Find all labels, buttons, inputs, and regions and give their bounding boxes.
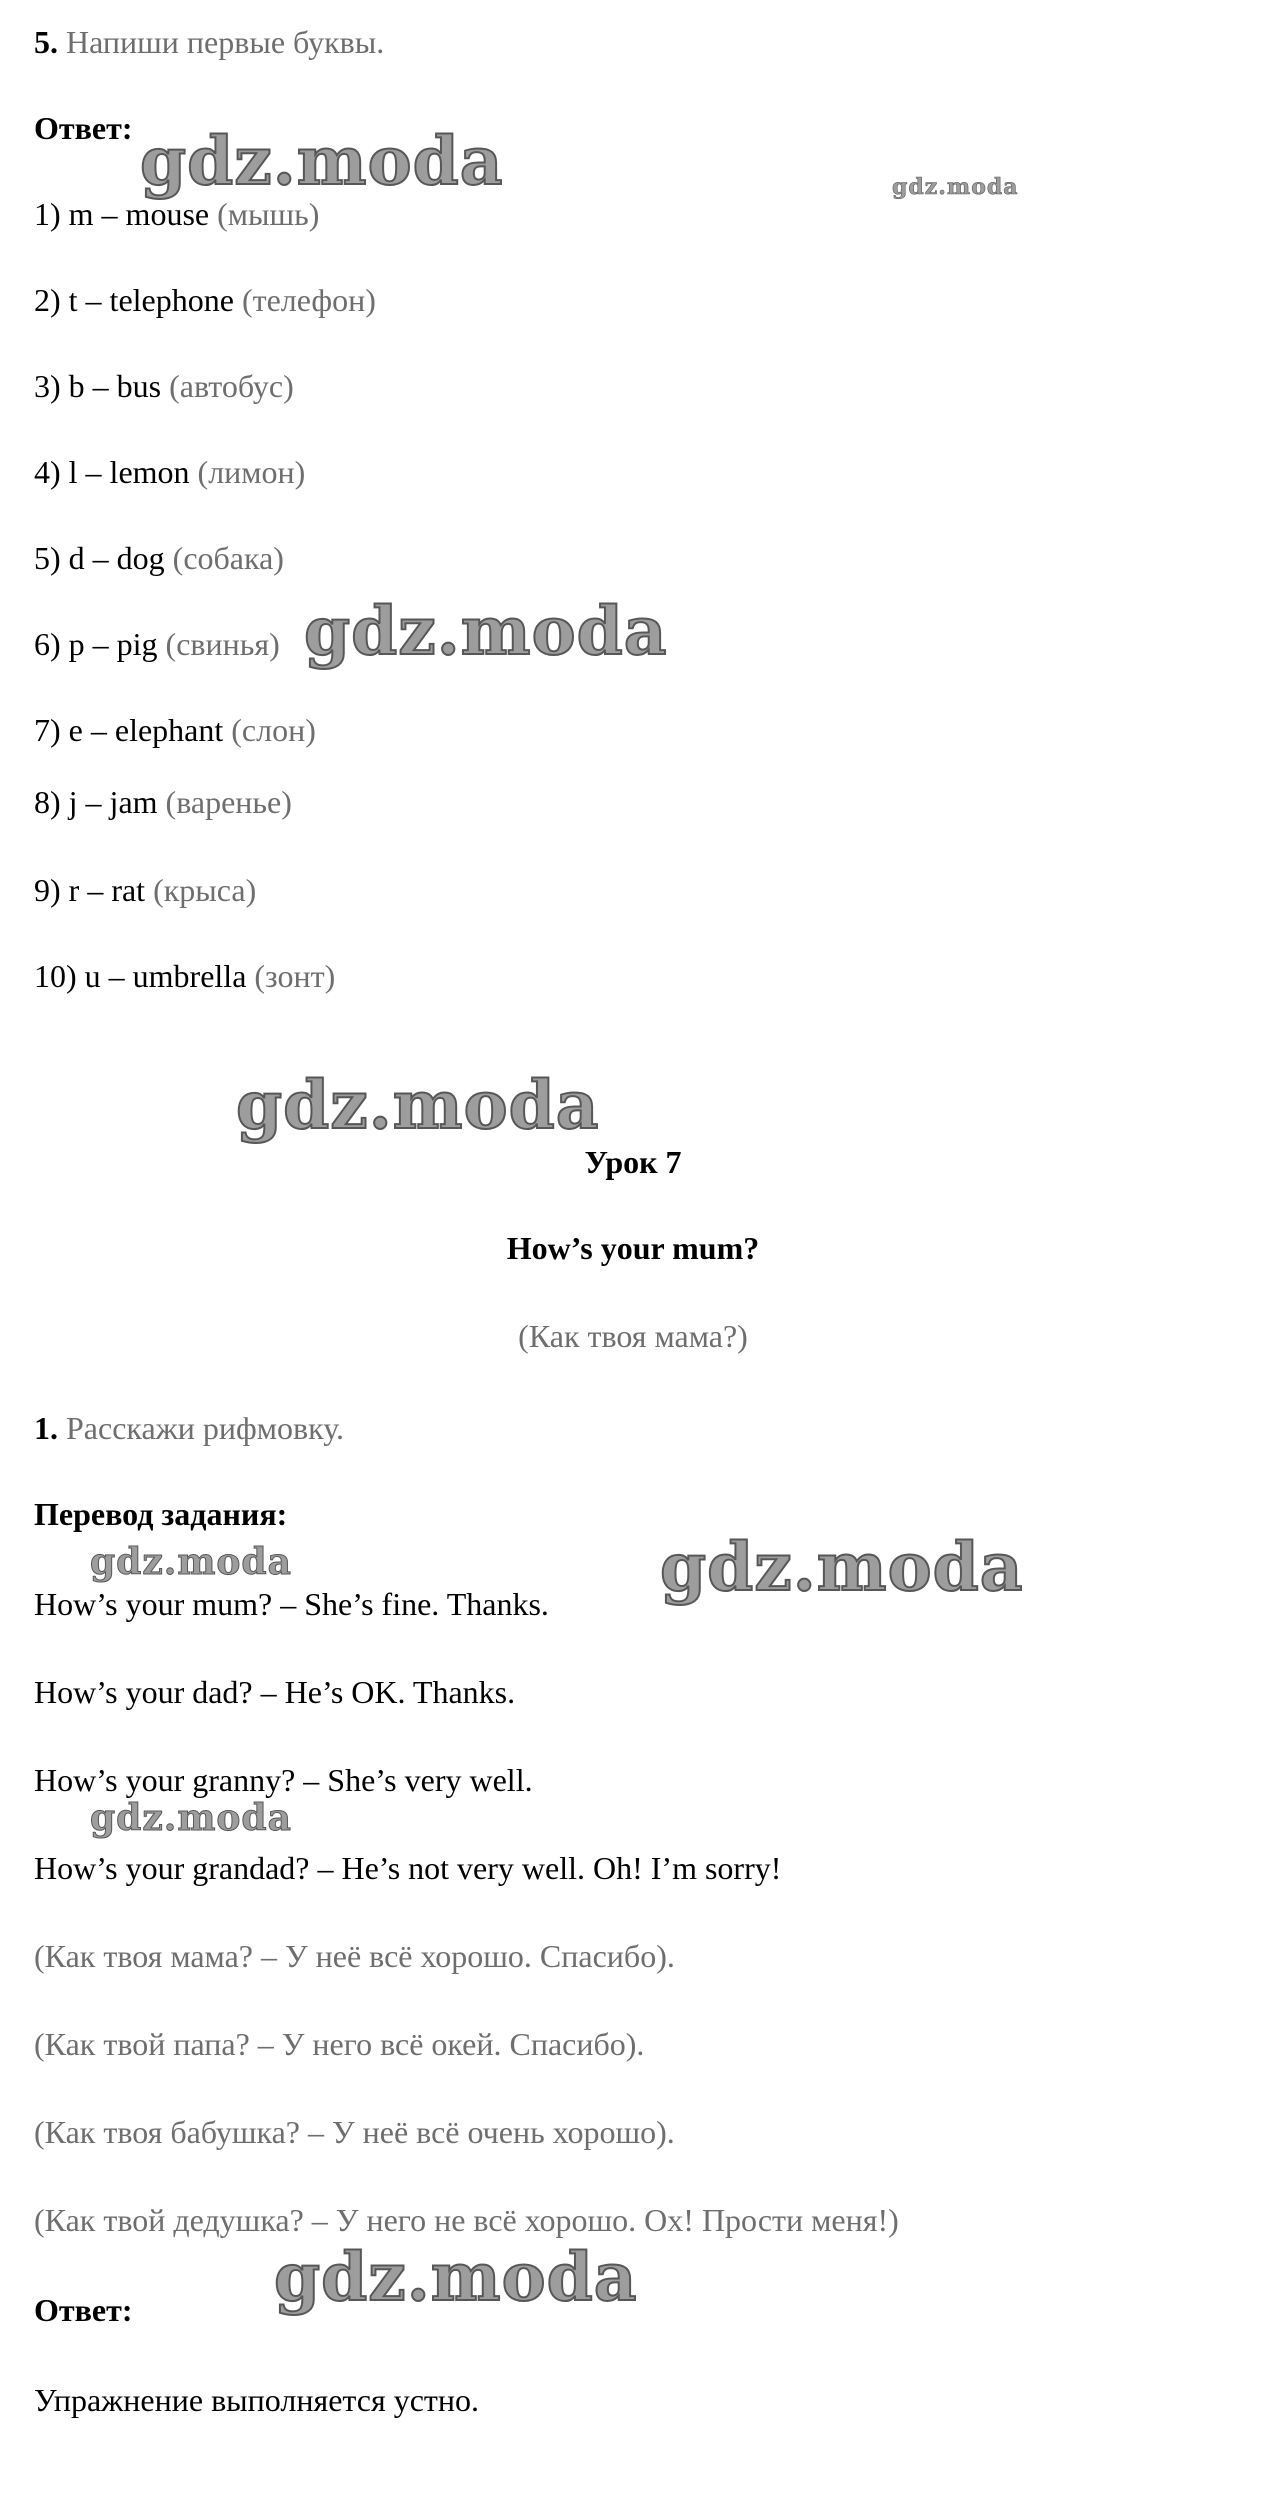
list-item xyxy=(34,194,319,234)
rhyme-line: How’s your dad? – He’s OK. Thanks. xyxy=(34,1674,516,1710)
item-word: 4) l – lemon xyxy=(34,454,190,490)
item-translation: (крыса) xyxy=(153,872,257,908)
watermark: gdz.moda xyxy=(90,1541,292,1583)
item-word: 7) e – elephant xyxy=(34,712,224,748)
list-item xyxy=(34,452,305,492)
item-translation: (лимон) xyxy=(197,454,306,490)
answer-label: Ответ: xyxy=(34,110,133,146)
watermark: gdz.moda xyxy=(304,592,668,670)
list-item xyxy=(34,870,256,910)
rhyme-line: How’s your mum? – She’s fine. Thanks. xyxy=(34,1586,549,1622)
rhyme-translation: (Как твой дедушка? – У него не всё хорошо. Ох! Прости меня!) xyxy=(34,2202,899,2238)
item-translation: (автобус) xyxy=(169,368,294,404)
watermark: gdz.moda xyxy=(660,1528,1024,1606)
list-item xyxy=(34,280,376,320)
exercise-instruction: Напиши первые буквы. xyxy=(66,24,385,60)
translation-label: Перевод задания: xyxy=(34,1496,288,1532)
item-translation: (варенье) xyxy=(165,784,292,820)
item-word: 9) r – rat xyxy=(34,872,146,908)
rhyme-translation: (Как твой папа? – У него всё окей. Спасибо). xyxy=(34,2026,645,2062)
watermark: gdz.moda xyxy=(236,1066,600,1144)
list-item xyxy=(34,710,316,750)
item-word: 3) b – bus xyxy=(34,368,162,404)
watermark: gdz.moda xyxy=(90,1797,292,1839)
watermark: gdz.moda xyxy=(892,174,1019,200)
watermark: gdz.moda xyxy=(274,2238,638,2316)
rhyme-line: How’s your grandad? – He’s not very well. Oh! I’m sorry! xyxy=(34,1850,782,1886)
list-item xyxy=(34,782,292,822)
item-translation: (зонт) xyxy=(254,958,336,994)
rhyme-translation: (Как твоя бабушка? – У неё всё очень хорошо). xyxy=(34,2114,675,2150)
item-word: 1) m – mouse xyxy=(34,196,210,232)
list-item xyxy=(34,956,335,996)
item-translation: (слон) xyxy=(231,712,316,748)
item-translation: (собака) xyxy=(172,540,284,576)
exercise-number: 5. xyxy=(34,24,58,60)
exercise-number: 1. xyxy=(34,1410,58,1446)
item-word: 8) j – jam xyxy=(34,784,158,820)
lesson-title: Урок 7 xyxy=(584,1144,682,1180)
answer-text: Упражнение выполняется устно. xyxy=(34,2382,479,2418)
item-word: 10) u – umbrella xyxy=(34,958,247,994)
exercise-5-heading xyxy=(34,22,384,62)
rhyme-line: How’s your granny? – She’s very well. xyxy=(34,1762,533,1798)
lesson-subtitle: How’s your mum? xyxy=(506,1230,760,1266)
item-word: 5) d – dog xyxy=(34,540,165,576)
exercise-1-heading xyxy=(34,1408,344,1448)
item-translation: (свинья) xyxy=(165,626,280,662)
item-word: 6) p – pig xyxy=(34,626,158,662)
exercise-instruction: Расскажи рифмовку. xyxy=(66,1410,345,1446)
watermark: gdz.moda xyxy=(140,122,504,200)
item-word: 2) t – telephone xyxy=(34,282,234,318)
item-translation: (телефон) xyxy=(241,282,376,318)
answer-label: Ответ: xyxy=(34,2292,133,2328)
lesson-subtitle-translation: (Как твоя мама?) xyxy=(518,1318,748,1354)
list-item xyxy=(34,366,294,406)
list-item xyxy=(34,624,280,664)
rhyme-translation: (Как твоя мама? – У неё всё хорошо. Спасибо). xyxy=(34,1938,675,1974)
list-item xyxy=(34,538,284,578)
item-translation: (мышь) xyxy=(217,196,320,232)
